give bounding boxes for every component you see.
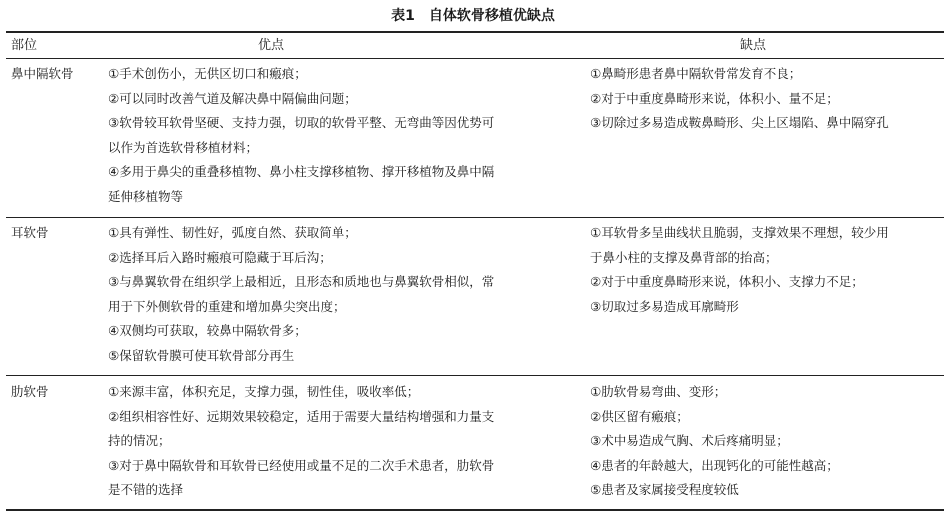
- header-advantages: 优点: [258, 38, 285, 53]
- text-line: ⑤患者及家属接受程度较低: [590, 482, 739, 497]
- table-caption: 表1 自体软骨移植优缺点: [391, 8, 555, 24]
- text-line: ②组织相容性好、远期效果较稳定，适用于需要大量结构增强和力量支: [108, 408, 495, 424]
- text-line: 持的情况；: [108, 433, 171, 448]
- text-line: ②选择耳后入路时瘢痕可隐藏于耳后沟；: [108, 249, 332, 265]
- cell-disadvantages: [590, 62, 940, 136]
- cell-position: 耳软骨: [11, 225, 49, 240]
- text-line: ③对于鼻中隔软骨和耳软骨已经使用或量不足的二次手术患者，肋软骨: [108, 457, 495, 473]
- text-line: ①来源丰富，体积充足，支撑力强，韧性佳，吸收率低；: [108, 384, 420, 399]
- text-line: ③软骨较耳软骨坚硬、支持力强，切取的软骨平整、无弯曲等因优势可: [108, 115, 495, 130]
- text-line: ①鼻畸形患者鼻中隔软骨常发育不良；: [590, 66, 802, 81]
- cell-disadvantages: [590, 221, 940, 319]
- cell-position: 鼻中隔软骨: [11, 66, 74, 81]
- text-line: ⑤保留软骨膜可使耳软骨部分再生: [108, 347, 295, 363]
- text-line: 于鼻小柱的支撑及鼻背部的抬高；: [590, 249, 778, 265]
- text-line: ③切取过多易造成耳廓畸形: [590, 298, 739, 314]
- text-line: ③切除过多易造成鞍鼻畸形、尖上区塌陷、鼻中隔穿孔: [590, 115, 889, 130]
- text-line: 以作为首选软骨移植材料；: [108, 139, 259, 155]
- text-line: ④双侧均可获取，较鼻中隔软骨多；: [108, 323, 307, 338]
- cell-disadvantages: [590, 380, 940, 503]
- header-position: 部位: [11, 38, 38, 53]
- text-line: ④多用于鼻尖的重叠移植物、鼻小柱支撑移植物、撑开移植物及鼻中隔: [108, 164, 495, 179]
- text-line: ②对于中重度鼻畸形来说，体积小、支撑力不足；: [590, 274, 864, 289]
- cell-advantages: [108, 221, 578, 368]
- text-line: ④患者的年龄越大，出现钙化的可能性越高；: [590, 457, 839, 473]
- cell-advantages: [108, 380, 578, 503]
- text-line: ①具有弹性、韧性好，弧度自然、获取简单；: [108, 225, 357, 240]
- cell-advantages: [108, 62, 578, 209]
- text-line: ②对于中重度鼻畸形来说，体积小、量不足；: [590, 90, 839, 106]
- bottom-rule: [6, 509, 944, 511]
- text-line: ①肋软骨易弯曲、变形；: [590, 384, 727, 399]
- text-line: ③术中易造成气胸、术后疼痛明显；: [590, 433, 789, 448]
- text-line: 用于下外侧软骨的重建和增加鼻尖突出度；: [108, 298, 346, 314]
- row-rule: [6, 217, 944, 218]
- row-rule: [6, 375, 944, 376]
- cell-position: 肋软骨: [11, 384, 49, 399]
- text-line: ②供区留有瘢痕；: [590, 408, 689, 424]
- top-rule: [6, 31, 944, 33]
- text-line: ①耳软骨多呈曲线状且脆弱，支撑效果不理想，较少用: [590, 225, 889, 240]
- text-line: 延伸移植物等: [108, 188, 184, 204]
- text-line: ①手术创伤小，无供区切口和瘢痕；: [108, 66, 307, 81]
- text-line: ②可以同时改善气道及解决鼻中隔偏曲问题；: [108, 90, 357, 106]
- header-disadvantages: 缺点: [740, 38, 767, 53]
- text-line: 是不错的选择: [108, 482, 184, 497]
- text-line: ③与鼻翼软骨在组织学上最相近，且形态和质地也与鼻翼软骨相似，常: [108, 274, 495, 289]
- header-rule: [6, 58, 944, 59]
